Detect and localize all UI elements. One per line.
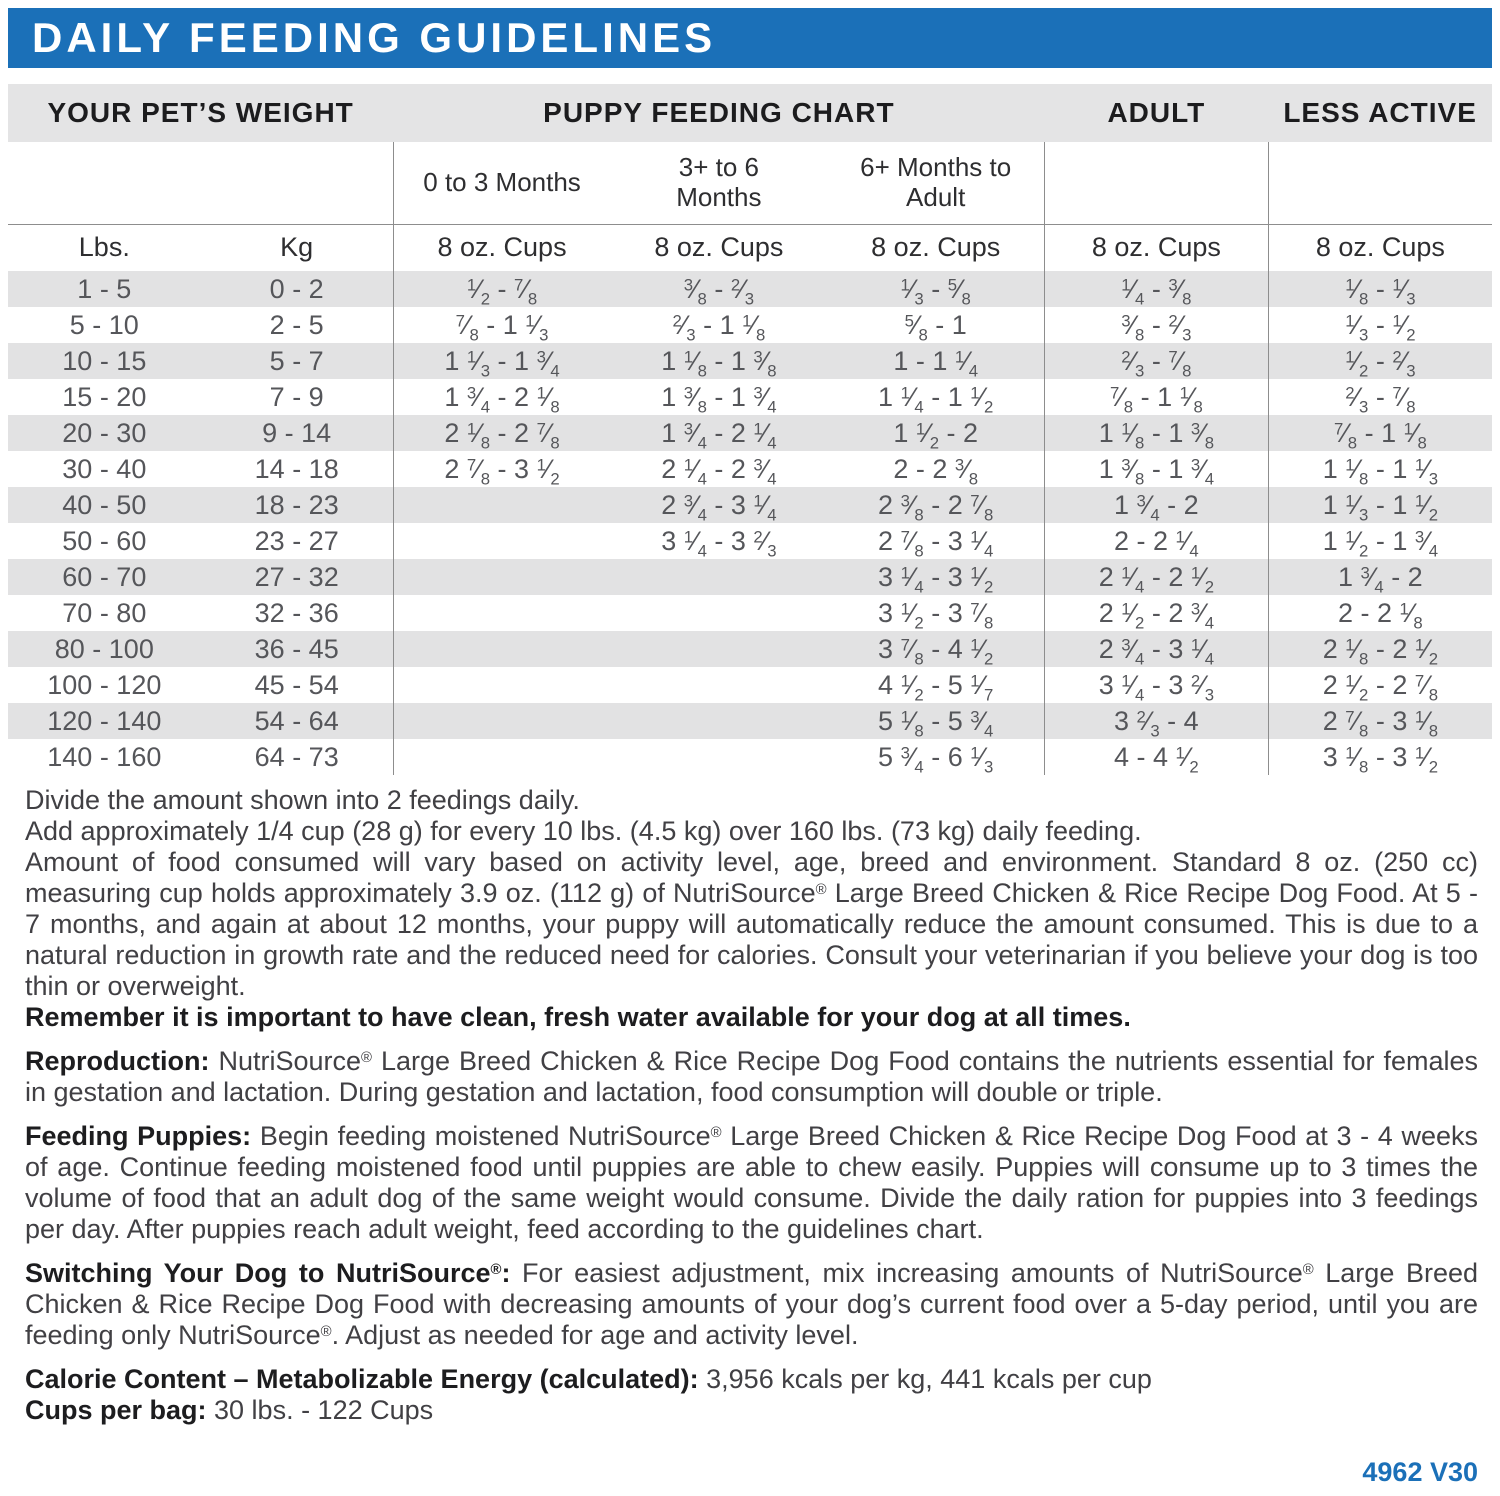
note-paragraph: Amount of food consumed will vary based on activity level, age, breed and environment. Standard 8 oz. (250 cc) measuring cup holds approximately 3.9 oz. (112 g) of NutriSource® Large Breed Chicken & Rice Recipe Dog Food. At 5 - 7 months, and again at about 12 months, your puppy will automatically reduce the amount consumed. This is due to a natural reduction in growth rate and the reduced need for calories. Consult your veterinarian if you believe your dog is too thin or overweight. bbox=[25, 847, 1478, 1001]
cell-less_active: 2 - 2 $^1⁄_8$ bbox=[1268, 595, 1492, 631]
cell-lbs: 40 - 50 bbox=[8, 487, 201, 523]
cell-less_active: 3 $^1⁄_8 - 3$ $^1⁄_2$ bbox=[1268, 739, 1492, 775]
cell-p3_6 bbox=[610, 559, 827, 595]
unit-cups-3-6: 8 oz. Cups bbox=[654, 232, 784, 262]
cell-p6_adult: 4 $^1⁄_2 - 5$ $^1⁄_7$ bbox=[878, 669, 994, 705]
cell-p0_3: $^7⁄_8 - 1$ $^1⁄_3$ bbox=[393, 307, 610, 343]
unit-cups-adult: 8 oz. Cups bbox=[1044, 225, 1268, 272]
note-lead: Reproduction: bbox=[25, 1046, 210, 1076]
cell-p6_adult: 3 $^7⁄_8 - 4$ $^1⁄_2$ bbox=[827, 631, 1044, 667]
table-row bbox=[8, 595, 1492, 631]
cell-lbs: 30 - 40 bbox=[62, 453, 147, 484]
cell-less_active: 1 $^3⁄_4 - 2$ bbox=[1268, 559, 1492, 595]
table-row bbox=[8, 451, 1492, 487]
table-row bbox=[8, 271, 1492, 307]
title-banner bbox=[8, 8, 1492, 68]
cell-p3_6 bbox=[610, 631, 827, 667]
cell-adult: 2 $^1⁄_2 - 2$ $^3⁄_4$ bbox=[1044, 595, 1268, 631]
cell-p3_6: $^2⁄_3 - 1$ $^1⁄_8$ bbox=[672, 309, 766, 345]
cell-lbs: 15 - 20 bbox=[62, 381, 147, 412]
cell-kg: 5 - 7 bbox=[201, 343, 394, 379]
table-row bbox=[8, 703, 1492, 739]
unit-cups-less-active: 8 oz. Cups bbox=[1268, 225, 1492, 272]
unit-cups-6-adult: 8 oz. Cups bbox=[871, 232, 1001, 262]
cell-p0_3 bbox=[393, 559, 610, 595]
page-title: DAILY FEEDING GUIDELINES bbox=[32, 14, 717, 61]
cell-lbs: 20 - 30 bbox=[8, 415, 201, 451]
table-row bbox=[8, 559, 1492, 595]
cell-adult: 3 $^1⁄_4 - 3$ $^2⁄_3$ bbox=[1044, 667, 1268, 703]
cell-p6_adult: 1 $^1⁄_2 - 2$ bbox=[827, 415, 1044, 451]
note-paragraph: Switching Your Dog to NutriSource®: For easiest adjustment, mix increasing amounts of NutriSource® Large Breed Chicken & Rice Recipe Dog Food with decreasing amounts of your dog’s current food over a 5-day period, until you are feeding only NutriSource®. Adjust as needed for age and activity level. bbox=[25, 1258, 1479, 1350]
cell-less_active: $^1⁄_3$ - $^1⁄_2$ bbox=[1268, 307, 1492, 343]
cell-p6_adult: 2 $^7⁄_8 - 3$ $^1⁄_4$ bbox=[878, 525, 994, 561]
cell-p6_adult: 1 - 1 $^1⁄_4$ bbox=[827, 343, 1044, 379]
cell-p0_3: 1 $^3⁄_4 - 2$ $^1⁄_8$ bbox=[393, 379, 610, 415]
cell-adult: $^7⁄_8 - 1$ $^1⁄_8$ bbox=[1044, 379, 1268, 415]
cell-p3_6 bbox=[610, 667, 827, 703]
cell-less_active: 1 $^1⁄_2 - 1$ $^3⁄_4$ bbox=[1268, 523, 1492, 559]
note-paragraph: Add approximately 1/4 cup (28 g) for every 10 lbs. (4.5 kg) over 160 lbs. (73 kg) daily feeding. bbox=[25, 816, 1142, 846]
cell-p3_6 bbox=[610, 595, 827, 631]
cell-kg: 7 - 9 bbox=[269, 381, 324, 412]
cell-kg: 45 - 54 bbox=[254, 669, 339, 700]
cell-p6_adult: 3 $^1⁄_2 - 3$ $^7⁄_8$ bbox=[878, 597, 994, 633]
group-header-adult: ADULT bbox=[1044, 84, 1268, 142]
cell-less_active: 2 $^1⁄_2 - 2$ $^7⁄_8$ bbox=[1268, 667, 1492, 703]
note-paragraph: Remember it is important to have clean, fresh water available for your dog at all times. bbox=[25, 1002, 1131, 1032]
cell-adult: 4 - 4 $^1⁄_2$ bbox=[1044, 739, 1268, 775]
cell-p3_6: 1 $^3⁄_8 - 1$ $^3⁄_4$ bbox=[661, 381, 777, 417]
cell-p0_3: 2 $^7⁄_8 - 3$ $^1⁄_2$ bbox=[393, 451, 610, 487]
cell-kg: 18 - 23 bbox=[201, 487, 394, 523]
cell-p0_3 bbox=[393, 487, 610, 523]
cell-adult: 2 $^3⁄_4 - 3$ $^1⁄_4$ bbox=[1044, 631, 1268, 667]
age-subheader-less-spacer bbox=[1268, 142, 1492, 225]
cell-kg: 64 - 73 bbox=[254, 741, 339, 772]
cell-adult: 1 $^3⁄_4 - 2$ bbox=[1044, 487, 1268, 523]
age-subheader-spacer bbox=[8, 142, 393, 225]
unit-kg: Kg bbox=[280, 232, 314, 262]
cell-lbs: 80 - 100 bbox=[8, 631, 201, 667]
note-paragraph: Cups per bag: 30 lbs. - 122 Cups bbox=[25, 1395, 434, 1425]
cell-p0_3 bbox=[393, 631, 610, 667]
cell-p6_adult: 5 $^3⁄_4 - 6$ $^1⁄_3$ bbox=[878, 741, 994, 777]
table-row bbox=[8, 523, 1492, 559]
notes-section bbox=[25, 785, 1478, 1426]
cell-kg: 27 - 32 bbox=[201, 559, 394, 595]
age-subheader-0-3: 0 to 3 Months bbox=[393, 142, 610, 225]
cell-p0_3 bbox=[393, 523, 610, 559]
table-row bbox=[8, 631, 1492, 667]
cell-lbs: 1 - 5 bbox=[8, 271, 201, 307]
cell-kg: 14 - 18 bbox=[254, 453, 339, 484]
age-subheader-6-adult: 6+ Months to Adult bbox=[827, 142, 1044, 225]
group-header-weight: YOUR PET’S WEIGHT bbox=[8, 84, 393, 142]
cell-kg: 0 - 2 bbox=[201, 271, 394, 307]
age-subheader-adult-spacer bbox=[1044, 142, 1268, 225]
cell-kg: 9 - 14 bbox=[201, 415, 394, 451]
cell-p0_3 bbox=[393, 595, 610, 631]
cell-p0_3 bbox=[393, 703, 610, 739]
cell-p6_adult: $^5⁄_8 - 1$ bbox=[904, 309, 967, 345]
table-row bbox=[8, 307, 1492, 343]
cell-adult: 2 - 2 $^1⁄_4$ bbox=[1044, 523, 1268, 559]
cell-p6_adult: 2 - 2 $^3⁄_8$ bbox=[893, 453, 979, 489]
cell-p0_3 bbox=[393, 667, 610, 703]
cell-lbs: 70 - 80 bbox=[62, 597, 147, 628]
cell-lbs: 120 - 140 bbox=[8, 703, 201, 739]
cell-less_active: $^1⁄_2$ - $^2⁄_3$ bbox=[1268, 343, 1492, 379]
cell-lbs: 5 - 10 bbox=[69, 309, 139, 340]
cell-lbs: 50 - 60 bbox=[62, 525, 147, 556]
group-header-less-active: LESS ACTIVE bbox=[1268, 84, 1492, 142]
cell-p6_adult: $^1⁄_3$ - $^5⁄_8$ bbox=[827, 271, 1044, 307]
age-subheader-row bbox=[8, 142, 1492, 225]
product-code: 4962 V30 bbox=[1362, 1457, 1478, 1487]
cell-p6_adult: 1 $^1⁄_4 - 1$ $^1⁄_2$ bbox=[878, 381, 994, 417]
cell-kg: 2 - 5 bbox=[269, 309, 324, 340]
age-subheader-3-6: 3+ to 6 Months bbox=[610, 142, 827, 225]
table-row bbox=[8, 739, 1492, 775]
cell-lbs: 60 - 70 bbox=[8, 559, 201, 595]
table-row bbox=[8, 415, 1492, 451]
group-header-puppy-chart: PUPPY FEEDING CHART bbox=[393, 84, 1044, 142]
cell-adult: $^1⁄_4$ - $^3⁄_8$ bbox=[1044, 271, 1268, 307]
feeding-table bbox=[8, 84, 1492, 775]
cell-p0_3: 1 $^1⁄_3 - 1$ $^3⁄_4$ bbox=[393, 343, 610, 379]
cell-adult: 2 $^1⁄_4 - 2$ $^1⁄_2$ bbox=[1044, 559, 1268, 595]
cell-p6_adult: 3 $^1⁄_4 - 3$ $^1⁄_2$ bbox=[827, 559, 1044, 595]
cell-lbs: 100 - 120 bbox=[47, 669, 162, 700]
cell-p6_adult: 2 $^3⁄_8 - 2$ $^7⁄_8$ bbox=[827, 487, 1044, 523]
cell-less_active: 1 $^1⁄_8 - 1$ $^1⁄_3$ bbox=[1268, 451, 1492, 487]
cell-adult: $^2⁄_3$ - $^7⁄_8$ bbox=[1044, 343, 1268, 379]
note-lead: Switching Your Dog to NutriSource®: bbox=[25, 1258, 511, 1288]
cell-less_active: $^2⁄_3$ - $^7⁄_8$ bbox=[1268, 379, 1492, 415]
cell-p0_3: 2 $^1⁄_8 - 2$ $^7⁄_8$ bbox=[393, 415, 610, 451]
unit-lbs: Lbs. bbox=[78, 232, 130, 262]
note-paragraph: Calorie Content – Metabolizable Energy (calculated): 3,956 kcals per kg, 441 kcals per cup bbox=[25, 1364, 1152, 1394]
cell-less_active: 2 $^7⁄_8 - 3$ $^1⁄_8$ bbox=[1268, 703, 1492, 739]
table-row bbox=[8, 487, 1492, 523]
cell-lbs: 140 - 160 bbox=[47, 741, 162, 772]
cell-adult: $^3⁄_8$ - $^2⁄_3$ bbox=[1044, 307, 1268, 343]
cell-less_active: $^7⁄_8 - 1$ $^1⁄_8$ bbox=[1268, 415, 1492, 451]
cell-kg: 54 - 64 bbox=[201, 703, 394, 739]
cell-kg: 23 - 27 bbox=[254, 525, 339, 556]
cell-p3_6: 3 $^1⁄_4 - 3$ $^2⁄_3$ bbox=[661, 525, 777, 561]
cell-less_active: 1 $^1⁄_3 - 1$ $^1⁄_2$ bbox=[1268, 487, 1492, 523]
cell-less_active: $^1⁄_8$ - $^1⁄_3$ bbox=[1268, 271, 1492, 307]
cell-p3_6 bbox=[610, 739, 827, 775]
table-row bbox=[8, 379, 1492, 415]
note-paragraph: Divide the amount shown into 2 feedings daily. bbox=[25, 785, 580, 815]
unit-cups-0-3: 8 oz. Cups bbox=[393, 225, 610, 272]
cell-p6_adult: 5 $^1⁄_8 - 5$ $^3⁄_4$ bbox=[827, 703, 1044, 739]
cell-p3_6 bbox=[610, 703, 827, 739]
cell-p0_3 bbox=[393, 739, 610, 775]
cell-p3_6: 1 $^3⁄_4 - 2$ $^1⁄_4$ bbox=[610, 415, 827, 451]
note-lead: Cups per bag: bbox=[25, 1395, 207, 1425]
cell-lbs: 10 - 15 bbox=[8, 343, 201, 379]
note-lead: Calorie Content – Metabolizable Energy (calculated): bbox=[25, 1364, 699, 1394]
cell-p3_6: 2 $^1⁄_4 - 2$ $^3⁄_4$ bbox=[661, 453, 777, 489]
cell-less_active: 2 $^1⁄_8 - 2$ $^1⁄_2$ bbox=[1268, 631, 1492, 667]
cell-adult: 3 $^2⁄_3 - 4$ bbox=[1044, 703, 1268, 739]
note-paragraph: Feeding Puppies: Begin feeding moistened NutriSource® Large Breed Chicken & Rice Recipe Dog Food at 3 - 4 weeks of age. Continue feeding moistened food until puppies are able to chew easily. Puppies will consume up to 3 times the volume of food that an adult dog of the same weight would consume. Divide the daily ration for puppies into 3 feedings per day. After puppies reach adult weight, feed according to the guidelines chart. bbox=[25, 1121, 1478, 1244]
table-row bbox=[8, 667, 1492, 703]
cell-p3_6: 1 $^1⁄_8 - 1$ $^3⁄_8$ bbox=[610, 343, 827, 379]
group-header-row bbox=[8, 84, 1492, 142]
table-row bbox=[8, 343, 1492, 379]
cell-kg: 32 - 36 bbox=[254, 597, 339, 628]
feeding-table-body bbox=[8, 271, 1492, 775]
note-lead: Feeding Puppies: bbox=[25, 1121, 252, 1151]
cell-p3_6: $^3⁄_8$ - $^2⁄_3$ bbox=[610, 271, 827, 307]
note-paragraph: Reproduction: NutriSource® Large Breed Chicken & Rice Recipe Dog Food contains the nutrients essential for females in gestation and lactation. During gestation and lactation, food consumption will double or triple. bbox=[25, 1046, 1479, 1107]
cell-kg: 36 - 45 bbox=[201, 631, 394, 667]
cell-p3_6: 2 $^3⁄_4 - 3$ $^1⁄_4$ bbox=[610, 487, 827, 523]
cell-p0_3: $^1⁄_2$ - $^7⁄_8$ bbox=[393, 271, 610, 307]
cell-adult: 1 $^3⁄_8 - 1$ $^3⁄_4$ bbox=[1044, 451, 1268, 487]
unit-row bbox=[8, 225, 1492, 272]
cell-adult: 1 $^1⁄_8 - 1$ $^3⁄_8$ bbox=[1044, 415, 1268, 451]
